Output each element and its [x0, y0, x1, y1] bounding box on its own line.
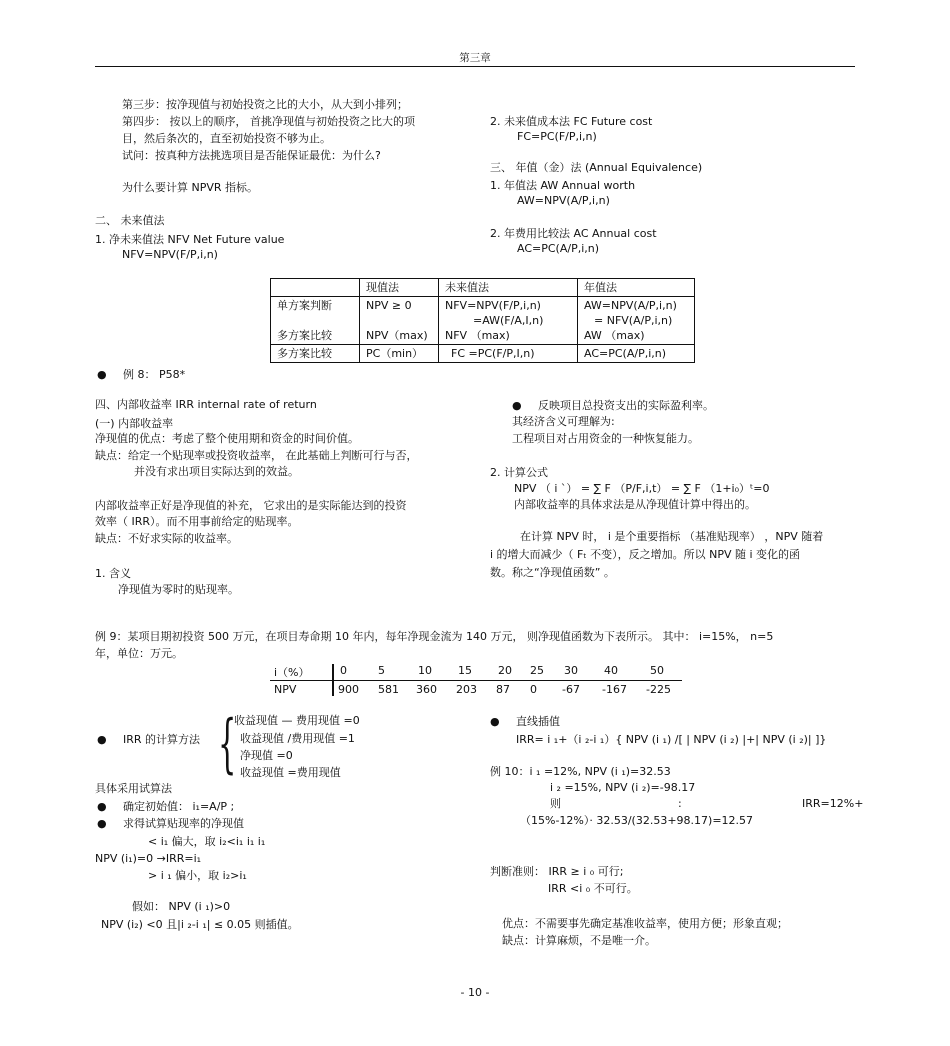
table-header-cell: 未来值法 — [439, 279, 578, 297]
example10-result: （15%-12%）· 32.53/(32.53+98.17)=12.57 — [520, 814, 754, 827]
table-cell: 87 — [496, 683, 510, 696]
step4-text-a: 第四步： 按以上的顺序， 首挑净现值与初始投资之比大的项 — [122, 115, 415, 128]
npv-disadvantage-a: 缺点：给定一个贴现率或投资收益率， 在此基础上判断可行与否， — [95, 449, 418, 462]
row-label: i（%） — [274, 666, 310, 679]
cell-text: AW （max) — [584, 329, 645, 342]
criterion-b: IRR <i ₀ 不可行。 — [548, 882, 638, 895]
cell-text: AW=NPV(A/P,i,n) — [584, 299, 677, 312]
nfv-formula: NFV=NPV(F/P,i,n) — [122, 248, 218, 261]
irr-desc-b: 效率（ IRR）。而不用事前给定的贴现率。 — [95, 515, 299, 528]
irr-disadvantage: 缺点：不好求实际的收益率。 — [95, 532, 238, 545]
left-brace-icon: { — [218, 707, 237, 781]
interp-advantage: 优点：不需要事先确定基准收益率，使用方便；形象直观； — [502, 917, 788, 930]
cell-text: =AW(F/A,I,n) — [473, 314, 544, 327]
cell-text: NPV（max) — [366, 329, 428, 342]
table-header-cell: 年值法 — [578, 279, 695, 297]
irr-heading: 四、内部收益率 IRR internal rate of return — [95, 398, 317, 411]
irr-bullet-text: 反映项目总投资支出的实际盈利率。 — [538, 399, 714, 412]
cell-text: NFV （max) — [445, 329, 510, 342]
table-cell — [578, 297, 695, 345]
irr-method-line — [97, 733, 200, 747]
bullet-icon: ● — [512, 399, 522, 412]
question-text: 试问：按真种方法挑选项目是否能保证最优：为什么? — [122, 149, 381, 162]
npv-advantage: 净现值的优点：考虑了整个使用期和资金的时间价值。 — [95, 432, 359, 445]
example8-text: 例 8： P58* — [123, 368, 186, 381]
table-cell: AC=PC(A/P,i,n) — [578, 345, 695, 363]
cell-text: = NFV(A/P,i,n) — [594, 314, 673, 327]
table-rule — [270, 680, 682, 681]
cell-text: NPV ≥ 0 — [366, 299, 412, 312]
irr-desc-a: 内部收益率正好是净现值的补充， 它求出的是实际能达到的投资 — [95, 499, 407, 512]
example10-line1: 例 10：i ₁ =12%, NPV (i ₁)=32.53 — [490, 765, 671, 778]
example9-line1: 例 9：某项目期初投资 500 万元，在项目寿命期 10 年内，每年净现金流为 140 万元， 则净现值函数为下表所示。 其中： i=15%， n=5 — [95, 630, 774, 643]
table-header-row — [271, 279, 695, 297]
calc-note: 内部收益率的具体求法是从净现值计算中得出的。 — [514, 498, 756, 511]
trial-greater: > i ₁ 偏小，取 i₂>i₁ — [148, 869, 247, 882]
aw-item: 1. 年值法 AW Annual worth — [490, 179, 636, 192]
irr-sub1: (一) 内部收益率 — [95, 417, 174, 430]
table-cell: FC =PC(F/P,I,n) — [439, 345, 578, 363]
table-cell: 0 — [530, 683, 537, 696]
calc-heading: 2. 计算公式 — [490, 466, 548, 479]
table-cell — [271, 297, 360, 345]
trial-step2-text: 求得试算贴现率的净现值 — [123, 817, 244, 830]
table-cell: 10 — [418, 664, 432, 677]
table-cell: -225 — [646, 683, 671, 696]
example10-line2: i ₂ =15%, NPV (i ₂)=-98.17 — [550, 781, 696, 794]
trial-heading: 具体采用试算法 — [95, 782, 172, 795]
trial-step2 — [97, 817, 244, 831]
assume-line2: NPV (i₂) <0 且|i ₂-i ₁| ≤ 0.05 则插值。 — [101, 918, 299, 931]
example10-colon: : — [678, 797, 682, 810]
method-option: 收益现值 — 费用现值 =0 — [234, 714, 360, 727]
bullet-icon: ● — [97, 800, 107, 813]
row-label: 单方案判断 — [277, 299, 332, 312]
comparison-table — [270, 278, 695, 363]
interp-title-line — [490, 715, 560, 729]
method-option: 收益现值 =费用现值 — [240, 766, 341, 779]
table-cell: -167 — [602, 683, 627, 696]
npv-disadvantage-b: 并没有求出项目实际达到的效益。 — [134, 465, 299, 478]
header-rule — [95, 66, 855, 67]
interp-disadvantage: 缺点：计算麻烦，不是唯一介。 — [502, 934, 656, 947]
criterion-a: 判断准则： IRR ≥ i ₀ 可行; — [490, 865, 624, 878]
table-header-cell: 现值法 — [360, 279, 439, 297]
bullet-icon: ● — [97, 817, 107, 830]
bullet-icon: ● — [490, 715, 500, 728]
table-cell: 20 — [498, 664, 512, 677]
example8-line — [97, 368, 185, 382]
table-cell: -67 — [562, 683, 580, 696]
bullet-icon: ● — [97, 733, 107, 746]
interp-formula: IRR= i ₁+（i ₂-i ₁）{ NPV (i ₁) /[ | NPV (i ₂) |+| NPV (i ₂)| ]} — [516, 733, 827, 746]
table-cell: 25 — [530, 664, 544, 677]
page-header: 第三章 — [459, 52, 491, 64]
table-cell: 多方案比较 — [271, 345, 360, 363]
table-cell: 5 — [378, 664, 385, 677]
row-label: 多方案比较 — [277, 329, 332, 342]
step4-text-b: 目，然后条次的，直至初始投资不够为止。 — [122, 132, 331, 145]
table-cell: 360 — [416, 683, 437, 696]
trial-zero: NPV (i₁)=0 →IRR=i₁ — [95, 852, 202, 865]
irr-bullet-line — [512, 399, 714, 413]
table-cell: 30 — [564, 664, 578, 677]
table-cell — [360, 297, 439, 345]
meaning-heading: 1. 含义 — [95, 567, 131, 580]
table-cell: 50 — [650, 664, 664, 677]
step3-text: 第三步：按净现值与初始投资之比的大小，从大到小排列； — [122, 98, 408, 111]
fc-item: 2. 未来值成本法 FC Future cost — [490, 115, 653, 128]
npv-function-a: 在计算 NPV 时， i 是个重要指标 （基准贴现率） ，NPV 随着 — [520, 530, 824, 543]
aw-formula: AW=NPV(A/P,i,n) — [517, 194, 610, 207]
table-cell: 900 — [338, 683, 359, 696]
calc-formula: NPV （ i ˋ） = ∑ F （P/F,i,t） = ∑ F （1+i₀）ᵗ=0 — [514, 482, 770, 495]
table-cell: 0 — [340, 664, 347, 677]
trial-step1 — [97, 800, 234, 814]
npv-function-c: 数。称之“净现值函数” 。 — [490, 566, 615, 579]
example10-then: 则 — [550, 797, 561, 810]
npv-function-b: i 的增大而减少（ Fₜ 不变），反之增加。所以 NPV 随 i 变化的函 — [490, 548, 801, 561]
irr-meaning-line: 其经济含义可理解为: — [512, 415, 615, 428]
table-header-cell — [271, 279, 360, 297]
meaning-text: 净现值为零时的贴现率。 — [118, 583, 239, 596]
table-cell: 15 — [458, 664, 472, 677]
trial-step1-text: 确定初始值： i₁=A/P ; — [123, 800, 235, 813]
assume-line: 假如： NPV (i ₁)>0 — [132, 900, 231, 913]
nfv-item: 1. 净未来值法 NFV Net Future value — [95, 233, 285, 246]
table-cell — [439, 297, 578, 345]
row-label: NPV — [274, 683, 297, 696]
bullet-icon: ● — [97, 368, 107, 381]
irr-method-label: IRR 的计算方法 — [123, 733, 201, 746]
trial-less: < i₁ 偏大，取 i₂<i₁ i₁ i₁ — [148, 835, 266, 848]
table-row — [271, 297, 695, 345]
ac-formula: AC=PC(A/P,i,n) — [517, 242, 600, 255]
table-cell: 40 — [604, 664, 618, 677]
table-cell: PC（min） — [360, 345, 439, 363]
section3-heading: 三、 年值（金）法 (Annual Equivalence) — [490, 161, 703, 174]
table-row — [271, 345, 695, 363]
cell-text: NFV=NPV(F/P,i,n) — [445, 299, 541, 312]
npvr-why-text: 为什么要计算 NPVR 指标。 — [122, 181, 259, 194]
section2-heading: 二、 未来值法 — [95, 214, 165, 227]
interp-title: 直线插值 — [516, 715, 560, 728]
example9-line2: 年，单位：万元。 — [95, 647, 183, 660]
example10-irr: IRR=12%+ — [802, 797, 864, 810]
fc-formula: FC=PC(F/P,i,n) — [517, 130, 597, 143]
ac-item: 2. 年费用比较法 AC Annual cost — [490, 227, 657, 240]
irr-meaning-text: 工程项目对占用资金的一种恢复能力。 — [512, 432, 699, 445]
method-option: 净现值 =0 — [240, 749, 293, 762]
method-option: 收益现值 /费用现值 =1 — [240, 732, 355, 745]
page-number: - 10 - — [460, 986, 490, 999]
table-cell: 203 — [456, 683, 477, 696]
table-cell: 581 — [378, 683, 399, 696]
